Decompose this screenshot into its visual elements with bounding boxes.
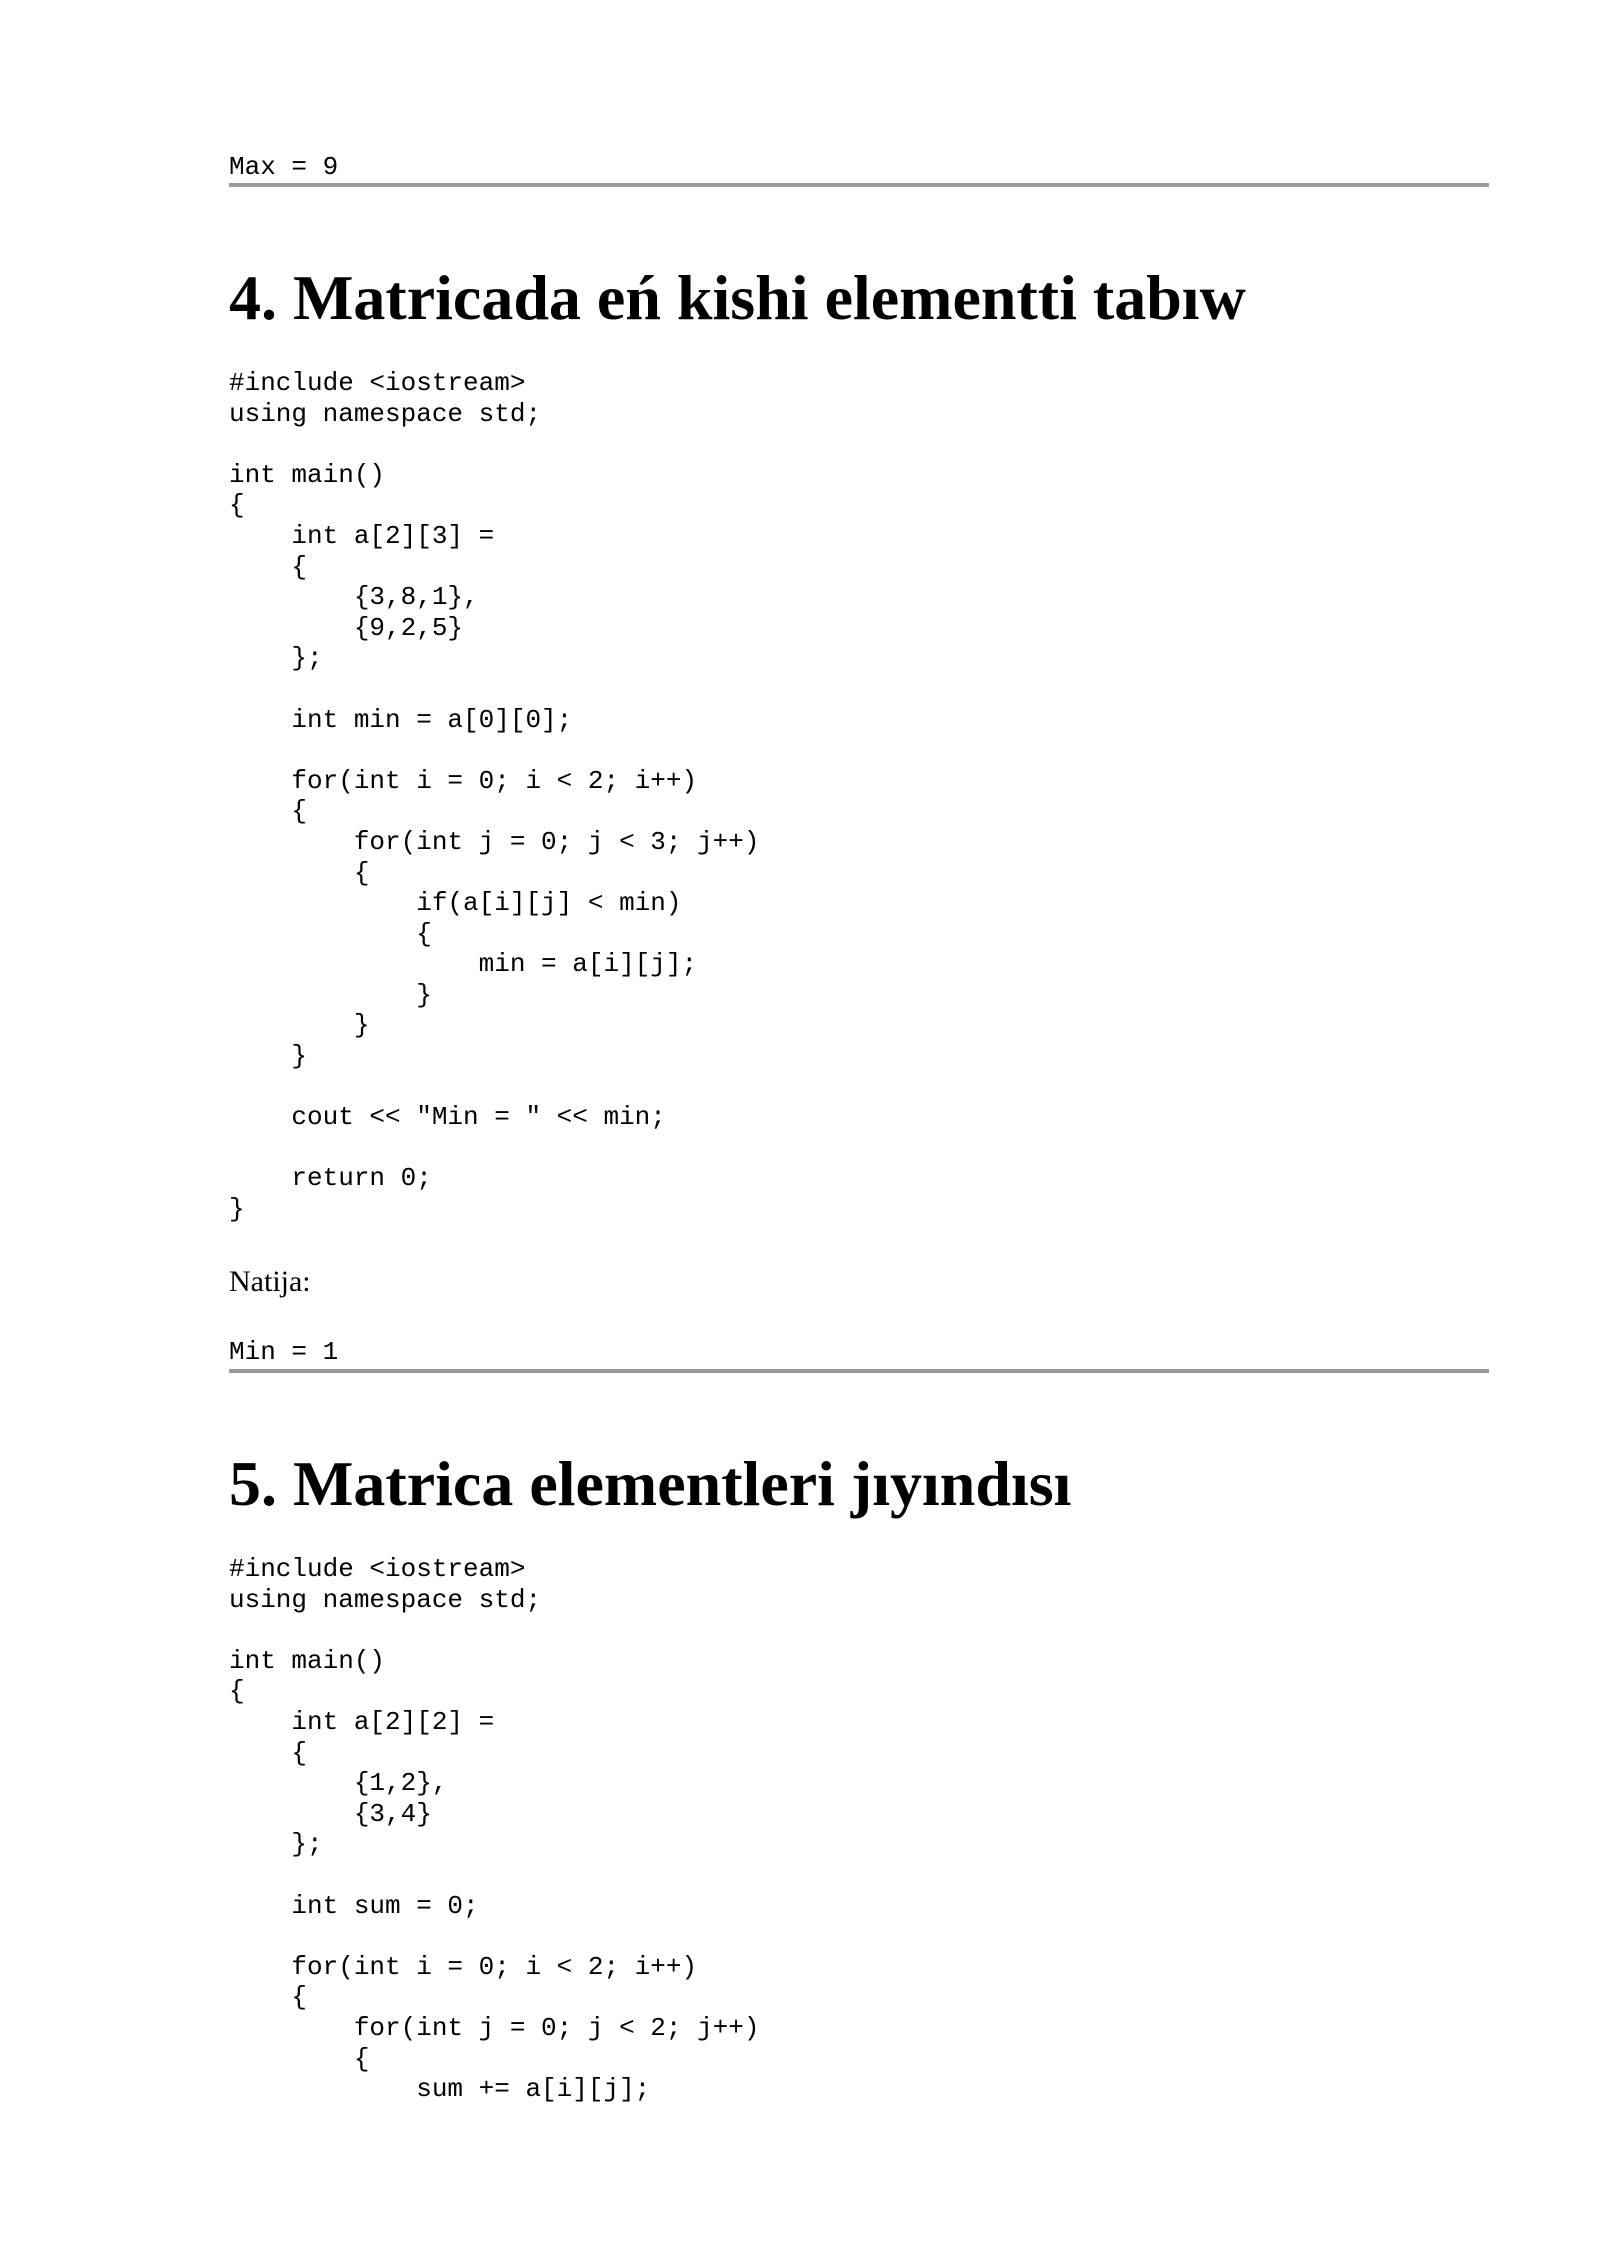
section-4-output-block: Min = 1 <box>229 1337 339 1367</box>
section-divider <box>229 183 1489 187</box>
section-5-heading: 5. Matrica elementleri jıyındısı <box>229 1448 1072 1519</box>
section-divider <box>229 1369 1489 1373</box>
previous-output-block: Max = 9 <box>229 152 339 182</box>
section-4-heading: 4. Matricada eń kishi elementti tabıw <box>229 262 1246 333</box>
section-4-result-label: Natija: <box>229 1265 311 1298</box>
section-4-code-block: #include <iostream> using namespace std; int main() { int a[2][3] = { {3,8,1}, {9,2,5} }; int min = a[0][0]; for(int i = 0; i < 2; i++) { for(int j = 0; j < 3; j++) { if(a[i][j] < min) { min = a[i][j]; } } } cout << "Min = " << min; return 0; } <box>229 368 760 1225</box>
section-5-code-block: #include <iostream> using namespace std; int main() { int a[2][2] = { {1,2}, {3,4} }; int sum = 0; for(int i = 0; i < 2; i++) { for(int j = 0; j < 2; j++) { sum += a[i][j]; <box>229 1554 760 2105</box>
